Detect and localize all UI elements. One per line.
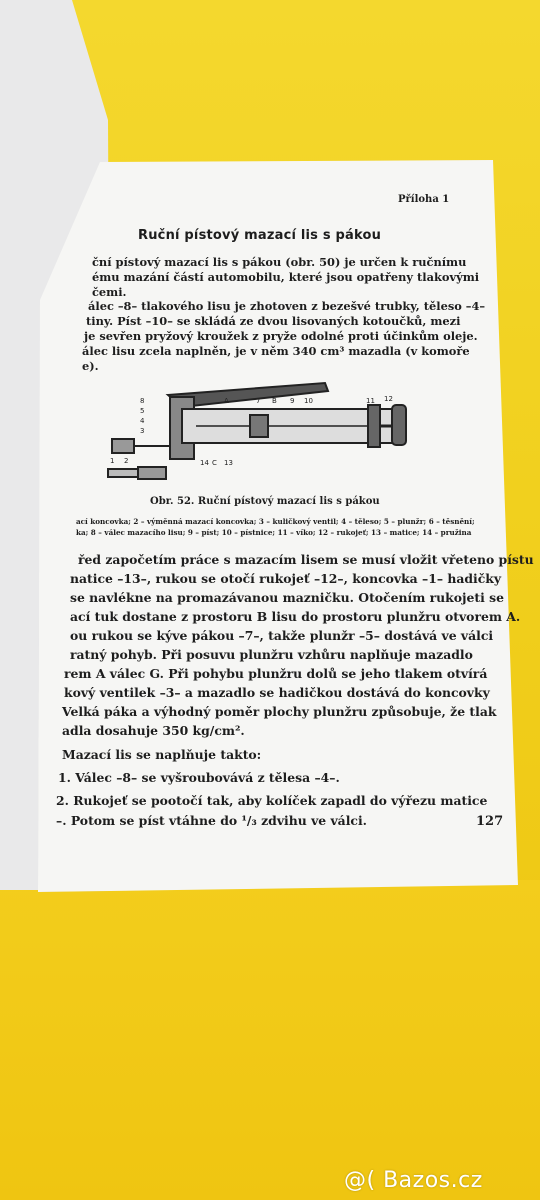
figure-number-label: 11 — [366, 397, 375, 405]
bazos-watermark: @( Bazos.cz — [344, 1168, 483, 1193]
fill-step: –. Potom se píst vtáhne do ¹/₃ zdvihu ve válci. — [56, 813, 367, 828]
figure-number-label: 4 — [140, 417, 145, 425]
page-number: 127 — [476, 814, 504, 829]
figure-number-label: C — [212, 459, 217, 467]
intro-line: álec lisu zcela naplněn, je v něm 340 cm³ mazadla (v komoře — [82, 344, 470, 358]
grease-gun-diagram — [100, 365, 420, 485]
figure-number-label: 10 — [304, 397, 313, 405]
body-line: se navlékne na promazávanou mazničku. Otočením rukojeti se — [70, 590, 504, 605]
figure-caption: Obr. 52. Ruční pístový mazací lis s pákou — [150, 496, 380, 507]
body-line: ací tuk dostane z prostoru B lisu do prostoru plunžru otvorem A. — [70, 609, 521, 624]
body-line: rem A válec G. Při pohybu plunžru dolů se jeho tlakem otvírá — [64, 666, 488, 681]
page-title: Ruční pístový mazací lis s pákou — [138, 228, 382, 243]
figure-number-label: 3 — [140, 427, 145, 435]
body-line: natice –13–, rukou se otočí rukojeť –12–, koncovka –1– hadičky — [70, 571, 502, 586]
figure-number-label: B — [272, 397, 277, 405]
body-line: ou rukou se kýve pákou –7–, takže plunžr –5– dostává ve válci — [70, 628, 494, 643]
intro-line: álec –8– tlakového lisu je zhotoven z bezešvé trubky, těleso –4– — [88, 299, 486, 313]
figure-number-label: 2 — [124, 457, 129, 465]
figure-number-label: 8 — [140, 397, 145, 405]
figure-number-label: 1 — [110, 457, 115, 465]
figure-number-label: 9 — [290, 397, 295, 405]
intro-line: tiny. Píst –10– se skládá ze dvou lisovaných kotoučků, mezi — [86, 314, 461, 328]
body-line: Velká páka a výhodný poměr plochy plunžru způsobuje, že tlak — [62, 704, 497, 719]
table-surface — [0, 880, 540, 1200]
intro-line: ční pístový mazací lis s pákou (obr. 50) je určen k ručnímu — [92, 255, 467, 269]
body-line: ratný pohyb. Při posuvu plunžru vzhůru naplňuje mazadlo — [70, 647, 473, 662]
intro-line: e). — [82, 359, 99, 373]
figure-number-label: 12 — [384, 395, 393, 403]
fill-step: 2. Rukojeť se pootočí tak, aby kolíček zapadl do výřezu matice — [56, 793, 488, 808]
figure-legend-line: ací koncovka; 2 – výměnná mazací koncovka; 3 – kuličkový ventil; 4 – těleso; 5 – plunžr; 6 – těsnění; — [76, 517, 475, 526]
figure-legend-line: ka; 8 – válec mazacího lisu; 9 – píst; 10 – pístnice; 11 – víko; 12 – rukojeť; 13 – matice; 14 – pružina — [76, 528, 472, 537]
fill-step: 1. Válec –8– se vyšroubovává z tělesa –4–. — [58, 770, 340, 785]
figure-number-label: 13 — [224, 459, 233, 467]
figure-number-label: 7 — [256, 397, 261, 405]
figure-number-label: 5 — [140, 407, 145, 415]
body-line: řed započetím práce s mazacím lisem se musí vložit vřeteno pístu — [78, 552, 534, 567]
body-line: kový ventilek –3– a mazadlo se hadičkou dostává do koncovky — [64, 685, 490, 700]
appendix-label: Příloha 1 — [398, 194, 450, 205]
intro-line: ému mazání částí automobilu, které jsou opatřeny tlakovými — [92, 270, 480, 284]
figure-number-label: A — [224, 397, 229, 405]
intro-line: čemi. — [92, 285, 127, 299]
intro-line: je sevřen pryžový kroužek z pryže odolné proti účinkům oleje. — [84, 329, 478, 343]
body-line: adla dosahuje 350 kg/cm². — [62, 723, 245, 738]
figure-number-label: 14 — [200, 459, 209, 467]
fill-heading: Mazací lis se naplňuje takto: — [62, 747, 262, 762]
